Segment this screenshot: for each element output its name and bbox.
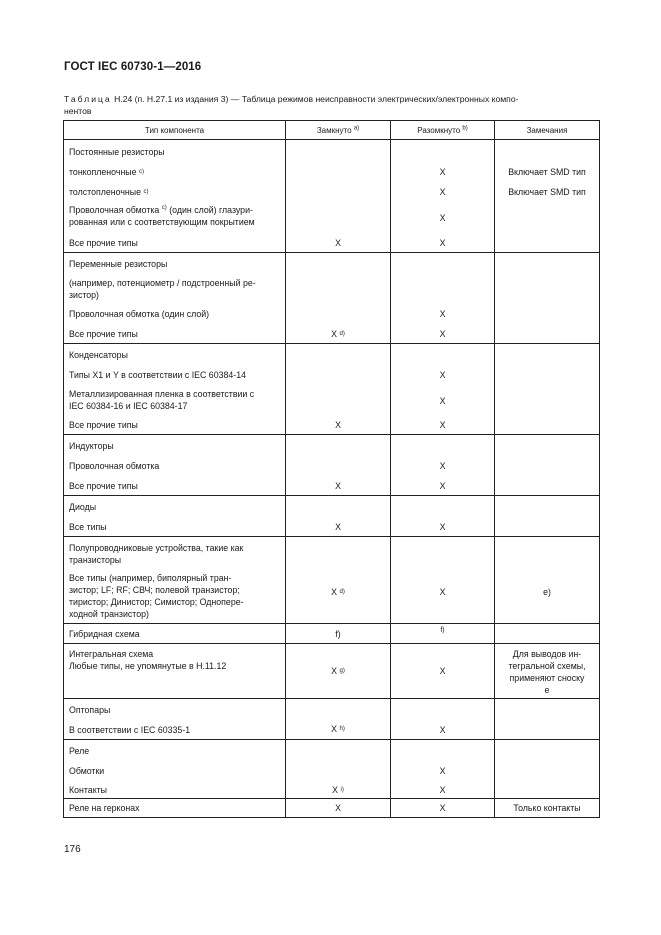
cell-type: Гибридная схема bbox=[64, 624, 286, 644]
table-row bbox=[64, 740, 600, 799]
cell-open: X bbox=[391, 799, 495, 818]
cell-closed: X bbox=[286, 435, 391, 496]
cell-open: f) bbox=[391, 624, 495, 644]
table-row bbox=[64, 799, 600, 818]
caption-prefix: Таблица bbox=[64, 94, 112, 104]
cell-closed: f) bbox=[286, 624, 391, 644]
cell-remarks: Включает SMD тип Включает SMD тип bbox=[495, 140, 600, 253]
caption-text-cont: нентов bbox=[64, 106, 92, 116]
table-caption bbox=[64, 93, 599, 117]
cell-open: X bbox=[391, 537, 495, 624]
cell-open: X bbox=[391, 496, 495, 537]
document-header: ГОСТ IEC 60730-1—2016 bbox=[64, 61, 202, 73]
cell-type: Интегральная схема Любые типы, не упомянутые в Н.11.12 bbox=[64, 644, 286, 699]
caption-text: Н.24 (п. Н.27.1 из издания 3) — Таблица режимов неисправности электрических/электронных компо- bbox=[114, 94, 519, 104]
cell-remarks: Для выводов ин- тегральной схемы, применяют сноску е bbox=[495, 644, 600, 699]
col-header-open: Разомкнуто $^{b)}$ bbox=[391, 121, 495, 140]
table-row bbox=[64, 537, 600, 624]
cell-closed: X g) bbox=[286, 644, 391, 699]
cell-type: Реле Обмотки Контакты bbox=[64, 740, 286, 799]
cell-type: Индукторы Проволочная обмотка Все прочие типы bbox=[64, 435, 286, 496]
cell-remarks: е) bbox=[495, 537, 600, 624]
cell-remarks bbox=[495, 435, 600, 496]
cell-closed: X i) bbox=[286, 740, 391, 799]
cell-type: Постоянные резисторы тонкопленочные c) толстопленочные c) Проволочная обмотка $^{c)}$ (один слой) глазури- рованная или с соответствующим покрытием Все прочие типы bbox=[64, 140, 286, 253]
cell-open: X X bbox=[391, 740, 495, 799]
cell-type: Переменные резисторы (например, потенциометр / подстроенный ре- зистор) Проволочная обмотка (один слой) Все прочие типы bbox=[64, 253, 286, 344]
page-number: 176 bbox=[64, 844, 81, 855]
cell-open: X bbox=[391, 699, 495, 740]
cell-open: X X bbox=[391, 253, 495, 344]
cell-closed: X bbox=[286, 140, 391, 253]
cell-closed: X bbox=[286, 344, 391, 435]
cell-type: Диоды Все типы bbox=[64, 496, 286, 537]
table-row bbox=[64, 624, 600, 644]
table-row bbox=[64, 435, 600, 496]
cell-remarks bbox=[495, 740, 600, 799]
col-header-type: Тип компонента bbox=[64, 121, 286, 140]
table-row bbox=[64, 253, 600, 344]
cell-remarks bbox=[495, 253, 600, 344]
table-row bbox=[64, 644, 600, 699]
cell-type: Оптопары В соответствии с IEC 60335-1 bbox=[64, 699, 286, 740]
col-header-closed: Замкнуто $^{a)}$ bbox=[286, 121, 391, 140]
cell-type: Реле на герконах bbox=[64, 799, 286, 818]
cell-closed: X d) bbox=[286, 253, 391, 344]
table-row bbox=[64, 140, 600, 253]
cell-remarks bbox=[495, 699, 600, 740]
cell-remarks bbox=[495, 496, 600, 537]
cell-closed: X d) bbox=[286, 537, 391, 624]
cell-remarks: Только контакты bbox=[495, 799, 600, 818]
cell-remarks bbox=[495, 344, 600, 435]
cell-type: Полупроводниковые устройства, такие как транзисторы Все типы (например, биполярный тран- зистор; LF; RF; СВЧ; полевой транзистор; тиристор; Динистор; Симистор; Однопере- ходной транзистор) bbox=[64, 537, 286, 624]
table-row bbox=[64, 496, 600, 537]
cell-open: X X X X bbox=[391, 140, 495, 253]
table-row bbox=[64, 344, 600, 435]
cell-open: X X X bbox=[391, 344, 495, 435]
cell-remarks bbox=[495, 624, 600, 644]
cell-open: X X bbox=[391, 435, 495, 496]
cell-type: Конденсаторы Типы X1 и Y в соответствии с IEC 60384-14 Металлизированная пленка в соответствии с IEC 60384-16 и IEC 60384-17 Все прочие типы bbox=[64, 344, 286, 435]
table-header-row bbox=[64, 121, 600, 140]
col-header-remarks: Замечания bbox=[495, 121, 600, 140]
cell-open: X bbox=[391, 644, 495, 699]
cell-closed: X h) bbox=[286, 699, 391, 740]
failure-modes-table bbox=[63, 120, 600, 818]
cell-closed: X bbox=[286, 496, 391, 537]
table-row bbox=[64, 699, 600, 740]
cell-closed: X bbox=[286, 799, 391, 818]
